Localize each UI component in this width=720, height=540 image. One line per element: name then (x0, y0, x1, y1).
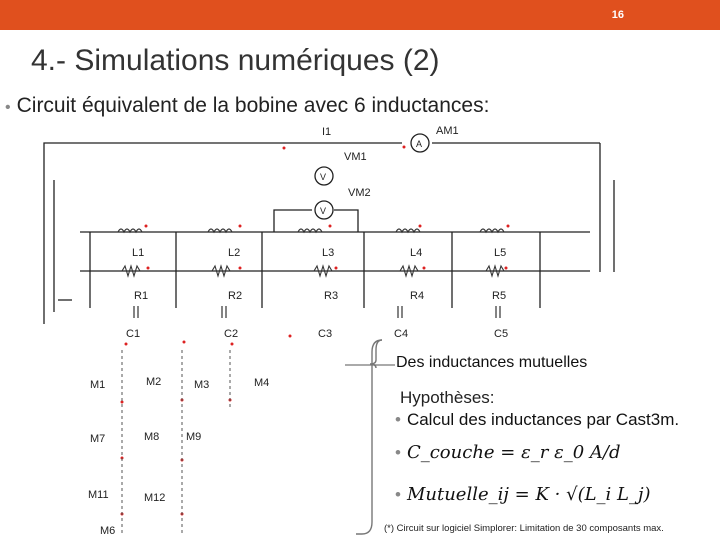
bullet-icon: • (5, 99, 11, 116)
label-c2: C2 (224, 328, 239, 340)
footnote: (*) Circuit sur logiciel Simplorer: Limitation de 30 composants max. (384, 523, 664, 534)
label-m3: M3 (194, 379, 210, 391)
label-r5: R5 (492, 290, 507, 302)
label-c4: C4 (394, 328, 409, 340)
label-c1: C1 (126, 328, 141, 340)
callout-bracket (356, 340, 382, 534)
label-r4: R4 (410, 290, 425, 302)
page-number: 16 (611, 9, 624, 21)
label-l3: L3 (322, 247, 335, 259)
label-i1: I1 (322, 126, 332, 138)
subtitle-text: Circuit équivalent de la bobine avec 6 inductances: (16, 94, 490, 117)
label-m1: M1 (90, 379, 106, 391)
hypothesis-text: Calcul des inductances par Cast3m. (406, 410, 680, 429)
label-l1: L1 (132, 247, 145, 259)
label-l2: L2 (228, 247, 241, 259)
ammeter-symbol: A (416, 139, 423, 149)
label-r2: R2 (228, 290, 243, 302)
label-l4: L4 (410, 247, 423, 259)
coupling-lines (122, 350, 230, 536)
label-m4: M4 (254, 377, 270, 389)
voltmeter-symbol: V (320, 172, 327, 182)
formula-mutual: Mutuelle_ij = K · √(L_i L_j) (406, 484, 651, 505)
callout-text: Des inductances mutuelles (396, 354, 588, 371)
hypotheses-heading: Hypothèses: (400, 388, 495, 407)
label-m9: M9 (186, 431, 202, 443)
hypothesis-item (395, 442, 621, 463)
label-vm2: VM2 (348, 187, 371, 199)
label-c3: C3 (318, 328, 333, 340)
label-r3: R3 (324, 290, 339, 302)
bullet-icon: • (395, 410, 401, 429)
label-m7: M7 (90, 433, 106, 445)
label-m8: M8 (144, 431, 160, 443)
hypothesis-item (395, 410, 679, 430)
slide-title: 4.- Simulations numériques (2) (31, 44, 440, 77)
label-c5: C5 (494, 328, 509, 340)
label-m2: M2 (146, 376, 162, 388)
label-r1: R1 (134, 290, 149, 302)
hypothesis-item (395, 484, 651, 505)
formula-capacitance: C_couche = ε_r ε_0 A/d (406, 442, 621, 463)
label-l5: L5 (494, 247, 507, 259)
bullet-icon: • (395, 485, 401, 504)
label-m12: M12 (144, 492, 166, 504)
label-m11: M11 (88, 489, 109, 501)
capacitor-row (134, 306, 500, 318)
label-vm1: VM1 (344, 151, 367, 163)
label-m6: M6 (100, 525, 116, 537)
voltmeter-symbol: V (320, 206, 327, 216)
bullet-icon: • (395, 443, 401, 462)
label-am1: AM1 (436, 125, 459, 137)
